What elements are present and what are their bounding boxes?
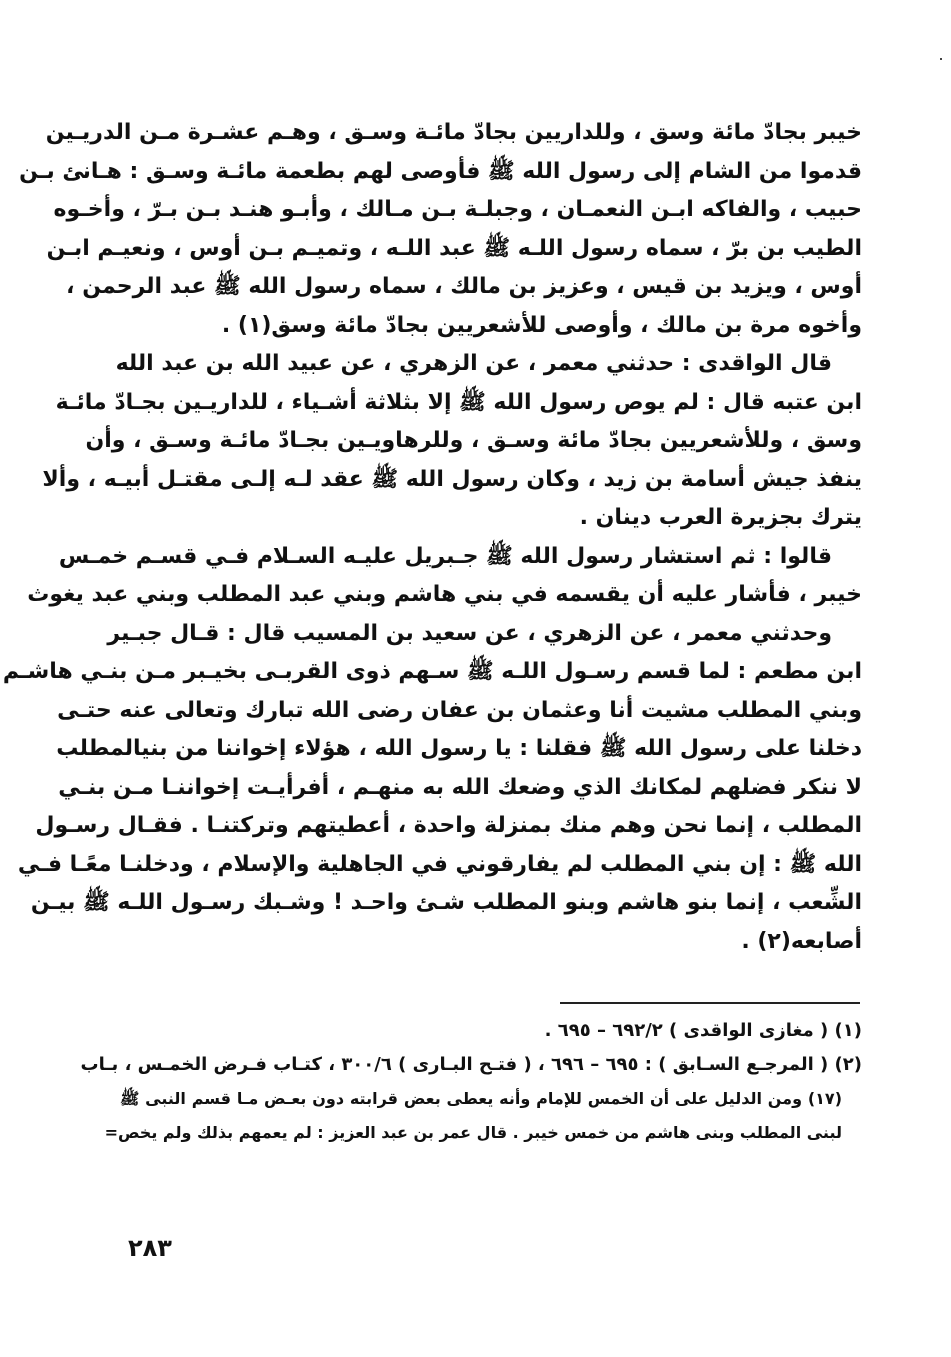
page-number: ٢٨٣ [128,1234,172,1262]
footnote: (٢) ( المرجـع السـابق ) : ٦٩٥ – ٦٩٦ ، ( فتـح البـارى ) ٣٠٠/٦ ، كتـاب فـرض الخمـس ، بـاب [80,1054,862,1075]
footnote: (١٧) ومن الدليل على أن الخمس للإمام وأنه يعطى بعض قرابته دون بعـض مـا قسم النبى ﷺ [120,1089,842,1108]
text-line: وأخوه مرة بن مالك ، وأوصى للأشعريين بجادّ مائة وسق(١) . [221,312,862,338]
text-line: ابن عتبه قال : لم يوص رسول الله ﷺ إلا بثلاثة أشـياء ، للداريـين بجـادّ مائـة [55,389,862,415]
text-line: وحدثني معمر ، عن الزهري ، عن سعيد بن المسيب قال : قـال جبـير [107,620,832,646]
text-line: الشِّعب ، إنما بنو هاشم وبنو المطلب شـئ واحـد ! وشـبك رسـول اللـه ﷺ بيـن [30,890,862,915]
footnote-separator [560,1002,860,1004]
text-line: المطلب ، إنما نحن وهم منك بمنزلة واحدة ، أعطيتهم وتركتنـا . فقـال رسـول [35,813,862,838]
text-line: خيبر بجادّ مائة وسق ، وللداريين بجادّ مائـة وسـق ، وهـم عشـرة مـن الدريـين [45,120,862,145]
main-text [2,114,862,961]
text-line: ابن مطعم : لما قسم رسـول اللـه ﷺ سـهم ذوى القربـى بخيـبر مـن بنـي هاشـم [2,659,862,684]
text-line: الطيب بن برّ ، سماه رسول اللـه ﷺ عبد اللـه ، وتميـم بـن أوس ، ونعيـم ابـن [46,235,862,261]
footnote: لبنى المطلب وبنى هاشم من خمس خيبر . قال عمر بن عبد العزيز : لم يعمهم بذلك ولم يخص= [104,1123,842,1142]
text-line: حبيب ، والفاكه ابـن النعمـان ، وجبلـة بـن مـالك ، وأبـو هنـد بـن بـرّ ، وأخـوه [53,197,862,222]
footnote: (١) ( مغازى الواقدى ) ٦٩٢/٢ – ٦٩٥ . [544,1020,862,1041]
scan-speck [940,58,942,60]
text-line: خيبر ، فأشار عليه أن يقسمه في بني هاشم وبني عبد المطلب وبني عبد يغوث [27,582,862,607]
text-line: قالوا : ثم استشار رسول الله ﷺ جـبريل عليـه السـلام فـي قسـم خمـس [58,543,832,569]
text-line: قال الواقدى : حدثني معمر ، عن الزهري ، عن عبيد الله بن عبد الله [115,351,832,376]
text-line: وبني المطلب مشيت أنا وعثمان بن عفان رضى الله تبارك وتعالى عنه حتـى [57,697,862,723]
text-line: قدموا من الشام إلى رسول الله ﷺ فأوصى لهم بطعمة مائـة وسـق : هـانئ بـن [19,158,862,184]
text-line: وسق ، وللأشعريين بجادّ مائة وسـق ، وللرهاويـين بجـادّ مائـة وسـق ، وأن [85,428,862,453]
text-line: لا ننكر فضلهم لمكانك الذي وضعك الله به منهـم ، أفرأيـت إخواننـا مـن بنـي [58,774,862,800]
text-line: دخلنا على رسول الله ﷺ فقلنا : يا رسول الله ، هؤلاء إخواننا من بنيالمطلب [56,736,862,761]
text-line: يترك بجزيرة العرب دينان . [579,505,862,530]
text-line: ينفذ جيش أسامة بن زيد ، وكان رسول الله ﷺ عقد لـه إلـى مقتـل أبيـه ، وألا [42,466,862,492]
text-line: أصابعه(٢) . [741,928,862,954]
text-line: الله ﷺ : إن بني المطلب لم يفارقوني في الجاهلية والإسلام ، ودخلنـا معًـا فـي [17,851,862,877]
footnotes [80,1014,862,1150]
text-line: أوس ، ويزيد بن قيس ، وعزيز بن مالك ، سماه رسول الله ﷺ عبد الرحمن ، [66,274,862,299]
